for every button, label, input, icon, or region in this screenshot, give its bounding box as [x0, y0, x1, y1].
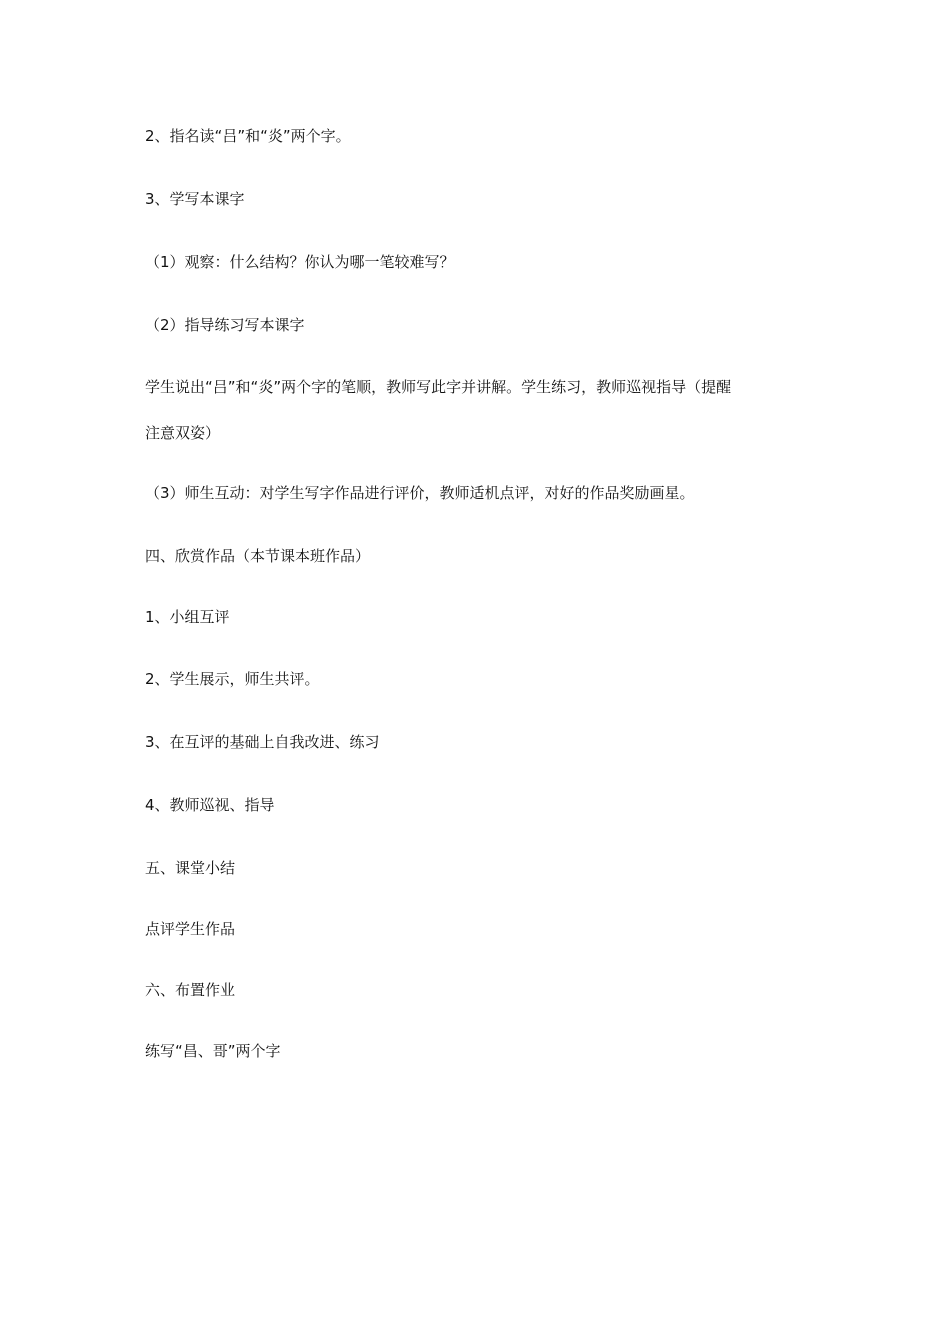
- text-line: 点评学生作品: [145, 920, 236, 938]
- text-line: （3）师生互动：对学生写字作品进行评价，教师适机点评，对好的作品奖励画星。: [145, 484, 695, 502]
- text-line: 3、学写本课字: [145, 190, 245, 208]
- text-line: 2、指名读“吕”和“炎”两个字。: [145, 127, 351, 145]
- text-line: 2、学生展示，师生共评。: [145, 670, 320, 688]
- text-line: （1）观察：什么结构？你认为哪一笔较难写？: [145, 253, 455, 271]
- text-line: 4、教师巡视、指导: [145, 796, 275, 814]
- text-line: 五、课堂小结: [145, 859, 236, 877]
- text-line: 3、在互评的基础上自我改进、练习: [145, 733, 380, 751]
- text-line: （2）指导练习写本课字: [145, 316, 305, 334]
- text-line: 六、布置作业: [145, 981, 236, 999]
- text-line: 四、欣赏作品（本节课本班作品）: [145, 547, 371, 565]
- text-line: 练写“昌、哥”两个字: [145, 1042, 281, 1060]
- text-line: 1、小组互评: [145, 608, 230, 626]
- text-line: 注意双姿）: [145, 424, 221, 442]
- text-line: 学生说出“吕”和“炎”两个字的笔顺，教师写此字并讲解。学生练习，教师巡视指导（提醒: [145, 378, 732, 396]
